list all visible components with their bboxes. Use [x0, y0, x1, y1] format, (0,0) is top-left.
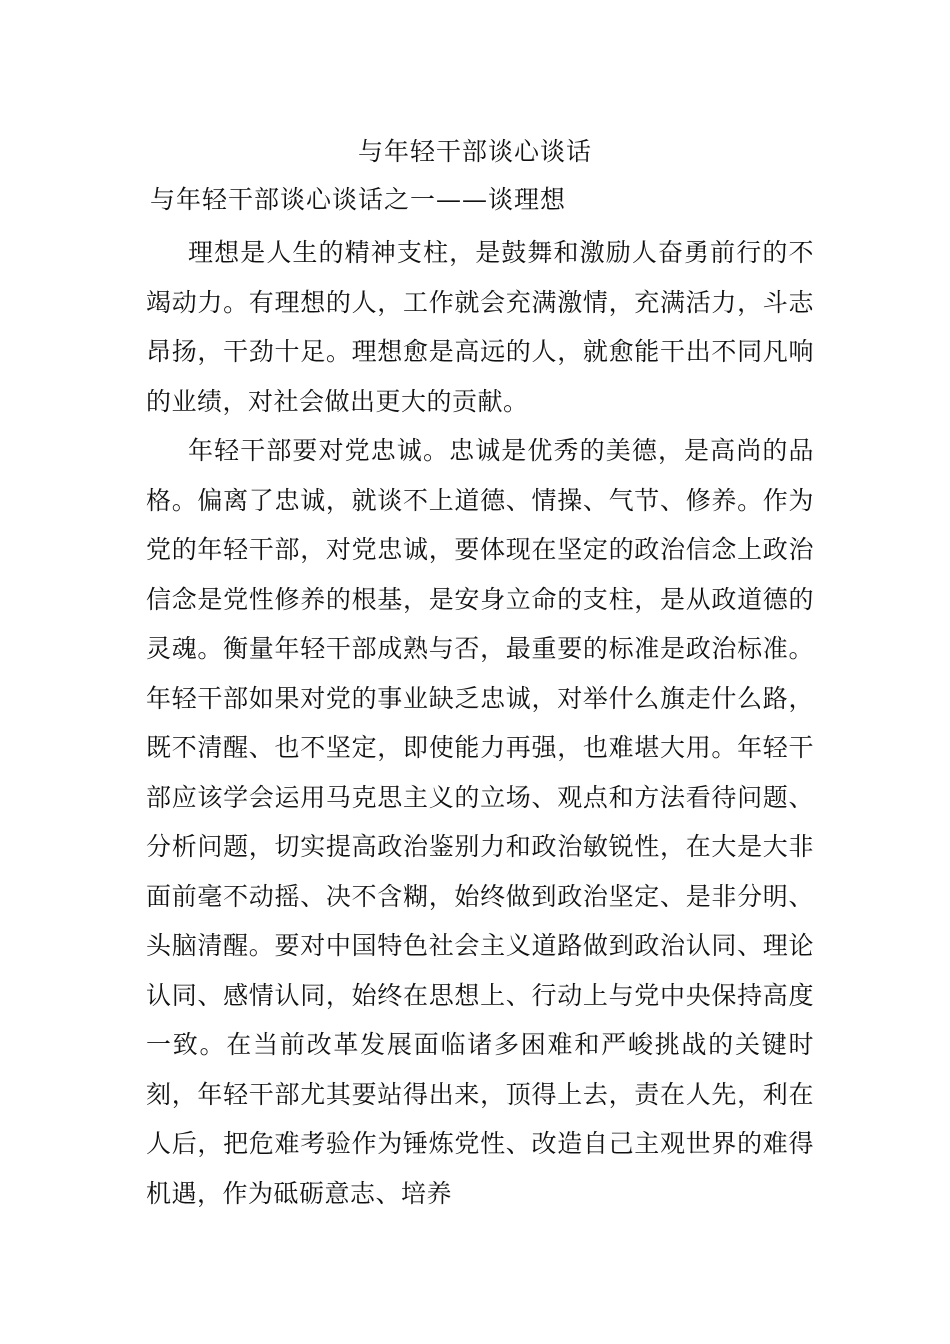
body-paragraph: 理想是人生的精神支柱，是鼓舞和激励人奋勇前行的不竭动力。有理想的人，工作就会充满激情，充满活力，斗志昂扬，干劲十足。理想愈是高远的人，就愈能干出不同凡响的业绩，对社会做出更大的贡献。	[146, 238, 814, 416]
body-paragraph: 年轻干部要对党忠诚。忠诚是优秀的美德，是高尚的品格。偏离了忠诚，就谈不上道德、情操、气节、修养。作为党的年轻干部，对党忠诚，要体现在坚定的政治信念上政治信念是党性修养的根基，是安身立命的支柱，是从政道德的灵魂。衡量年轻干部成熟与否，最重要的标准是政治标准。年轻干部如果对党的事业缺乏忠诚，对举什么旗走什么路，既不清醒、也不坚定，即使能力再强，也难堪大用。年轻干部应该学会运用马克思主义的立场、观点和方法看待问题、分析问题，切实提高政治鉴别力和政治敏锐性，在大是大非面前毫不动摇、决不含糊，始终做到政治坚定、是非分明、头脑清醒。要对中国特色社会主义道路做到政治认同、理论认同、感情认同，始终在思想上、行动上与党中央保持高度一致。在当前改革发展面临诸多困难和严峻挑战的关键时刻，年轻干部尤其要站得出来，顶得上去，责在人先，利在人后，把危难考验作为锤炼党性、改造自己主观世界的难得机遇，作为砥砺意志、培养	[146, 436, 814, 1208]
document-title: 与年轻干部谈心谈话	[357, 137, 592, 166]
document-subtitle: 与年轻干部谈心谈话之一——谈理想	[150, 185, 567, 214]
